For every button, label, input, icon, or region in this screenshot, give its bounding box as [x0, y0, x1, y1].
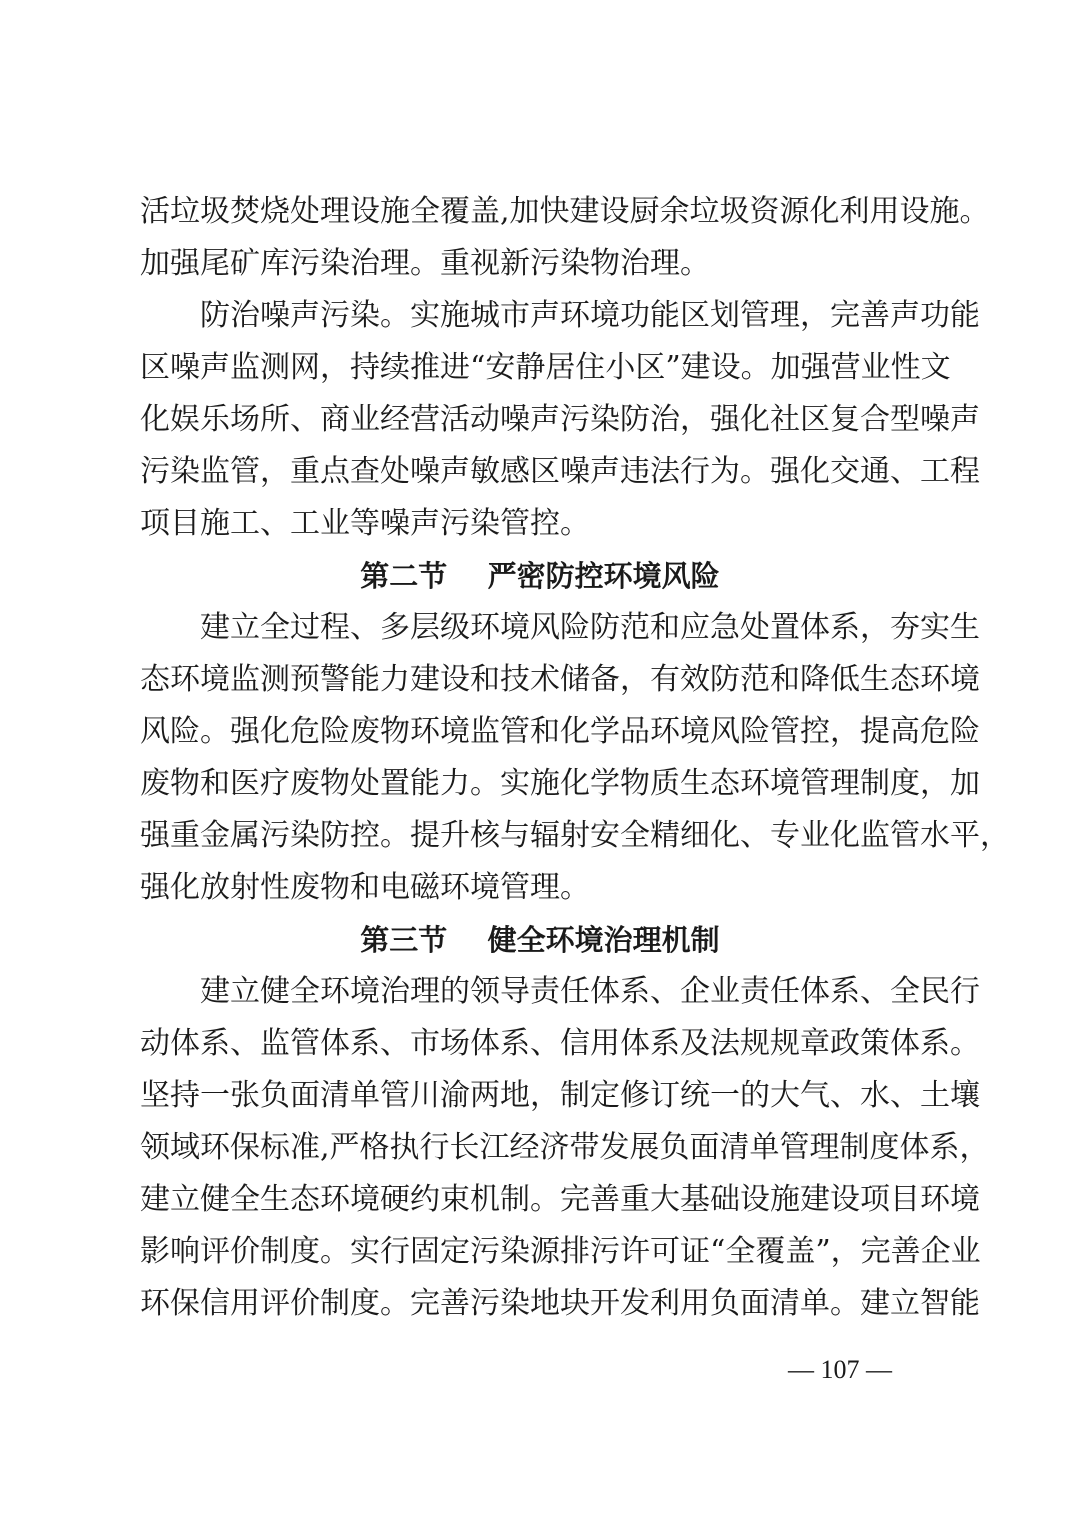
text-line: 项目施工、工业等噪声污染管控。 — [140, 506, 590, 541]
text-line: 建立全过程、多层级环境风险防范和应急处置体系，夯实生 — [200, 610, 980, 645]
text-line: 化娱乐场所、商业经营活动噪声污染防治，强化社区复合型噪声 — [140, 402, 980, 437]
text-line: 态环境监测预警能力建设和技术储备，有效防范和降低生态环境 — [140, 662, 980, 697]
text-line: 风险。强化危险废物环境监管和化学品环境风险管控，提高危险 — [140, 714, 980, 749]
text-line: 加强尾矿库污染治理。重视新污染物治理。 — [140, 246, 710, 281]
paragraph-waste — [140, 186, 990, 290]
text-line: 领域环保标准,严格执行长江经济带发展负面清单管理制度体系， — [140, 1130, 990, 1165]
paragraph-noise — [140, 290, 980, 550]
text-line: 强重金属污染防控。提升核与辐射安全精细化、专业化监管水平， — [140, 818, 1010, 853]
paragraph-governance — [140, 966, 990, 1330]
paragraph-risk — [140, 602, 1010, 914]
text-line: 活垃圾焚烧处理设施全覆盖,加快建设厨余垃圾资源化利用设施。 — [140, 194, 990, 229]
text-line: 建立健全环境治理的领导责任体系、企业责任体系、全民行 — [200, 974, 980, 1009]
section-heading-risk: 第二节 严密防控环境风险 — [360, 559, 720, 593]
text-line: 坚持一张负面清单管川渝两地，制定修订统一的大气、水、土壤 — [140, 1078, 980, 1113]
text-line: 废物和医疗废物处置能力。实施化学物质生态环境管理制度，加 — [140, 766, 980, 801]
text-line: 环保信用评价制度。完善污染地块开发利用负面清单。建立智能 — [140, 1286, 980, 1321]
document-body — [140, 186, 1010, 1330]
text-line: 动体系、监管体系、市场体系、信用体系及法规规章政策体系。 — [140, 1026, 980, 1061]
text-line: 建立健全生态环境硬约束机制。完善重大基础设施建设项目环境 — [140, 1182, 980, 1217]
text-line: 强化放射性废物和电磁环境管理。 — [140, 870, 590, 905]
text-line: 影响评价制度。实行固定污染源排污许可证“全覆盖”，完善企业 — [140, 1234, 981, 1269]
text-line: 区噪声监测网，持续推进“安静居住小区”建设。加强营业性文 — [140, 350, 951, 385]
section-heading-governance: 第三节 健全环境治理机制 — [360, 923, 720, 957]
text-line: 污染监管，重点查处噪声敏感区噪声违法行为。强化交通、工程 — [140, 454, 980, 489]
page-number: — 107 — — [788, 1355, 892, 1384]
text-line: 防治噪声污染。实施城市声环境功能区划管理，完善声功能 — [200, 298, 980, 333]
